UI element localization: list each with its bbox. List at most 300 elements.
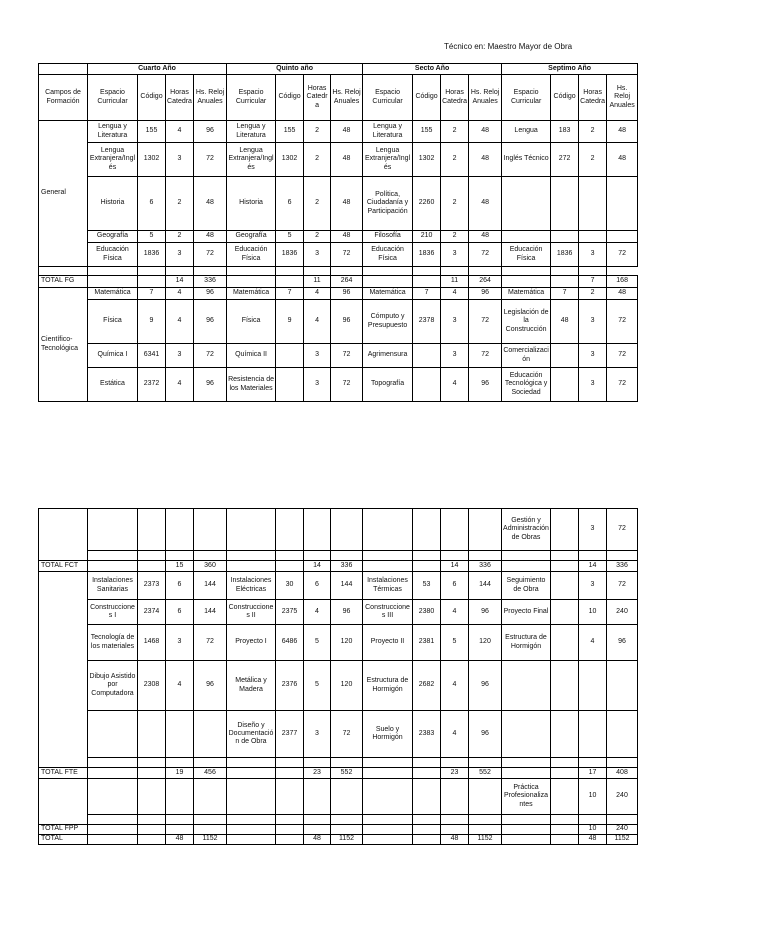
anuales-cell [469, 551, 502, 561]
horas-cell: 3 [304, 344, 331, 368]
table-row [39, 600, 638, 625]
horas-cell: 48 [441, 835, 469, 845]
espacio-cell: Proyecto I [227, 625, 276, 661]
codigo-cell [413, 368, 441, 402]
codigo-cell: 1302 [276, 143, 304, 177]
espacio-cell: Política, Ciudadanía y Participación [363, 177, 413, 231]
anuales-cell: 336 [331, 561, 363, 572]
espacio-cell [502, 711, 551, 758]
espacio-cell [502, 835, 551, 845]
horas-cell [276, 267, 304, 276]
horas-cell [166, 509, 194, 551]
anuales-cell: 552 [331, 768, 363, 779]
anuales-cell [194, 815, 227, 825]
anuales-cell: 48 [607, 143, 638, 177]
horas-cell: 4 [441, 661, 469, 711]
espacio-cell [363, 509, 413, 551]
anuales-cell: 96 [194, 121, 227, 143]
codigo-header: Código [413, 75, 441, 121]
codigo-cell [276, 815, 304, 825]
espacio-cell [194, 267, 227, 276]
codigo-cell: 5 [138, 231, 166, 243]
espacio-cell [502, 758, 551, 768]
horas-cell: 3 [166, 143, 194, 177]
anuales-cell: 48 [331, 143, 363, 177]
codigo-cell [502, 267, 551, 276]
espacio-cell: Matemática [363, 288, 413, 300]
codigo-cell [413, 509, 441, 551]
espacio-cell: Comercialización [502, 344, 551, 368]
anuales-cell: 456 [194, 768, 227, 779]
codigo-cell [138, 835, 166, 845]
espacio-cell [88, 779, 138, 815]
horas-cell: 14 [441, 561, 469, 572]
espacio-cell: Educación Física [502, 243, 551, 267]
horas-cell [138, 267, 166, 276]
anuales-cell [607, 551, 638, 561]
anuales-cell [194, 551, 227, 561]
column-header-row [39, 75, 638, 121]
espacio-cell [39, 267, 88, 276]
anuales-cell: 96 [469, 711, 502, 758]
campo-formacion: General [39, 121, 88, 267]
horas-cell: 14 [579, 561, 607, 572]
anuales-cell [194, 509, 227, 551]
table-row [39, 509, 638, 551]
anuales-cell: 72 [194, 143, 227, 177]
anuales-cell [304, 267, 331, 276]
horas-cell: 4 [441, 288, 469, 300]
codigo-cell: 2381 [413, 625, 441, 661]
espacio-header: Espacio Curricular [227, 75, 276, 121]
codigo-cell: 2376 [276, 661, 304, 711]
espacio-cell: Educación Física [363, 243, 413, 267]
espacio-cell: Práctica Profesionalizantes [502, 779, 551, 815]
horas-cell: 17 [579, 768, 607, 779]
anuales-cell [331, 758, 363, 768]
espacio-cell: Lengua y Literatura [227, 121, 276, 143]
horas-cell: 48 [166, 835, 194, 845]
anuales-header: Hs. Reloj Anuales [194, 75, 227, 121]
anuales-cell: 96 [194, 368, 227, 402]
espacio-cell [88, 711, 138, 758]
anuales-cell [331, 509, 363, 551]
anuales-cell: 96 [331, 600, 363, 625]
table-row [39, 572, 638, 600]
espacio-cell: Lengua Extranjera/Inglés [88, 143, 138, 177]
codigo-cell [88, 267, 138, 276]
codigo-cell: 2682 [413, 661, 441, 711]
horas-cell: 6 [441, 572, 469, 600]
anuales-cell: 336 [194, 276, 227, 288]
horas-cell: 4 [304, 300, 331, 344]
espacio-cell: Lengua [502, 121, 551, 143]
anuales-cell: 1152 [607, 835, 638, 845]
total-row [39, 561, 638, 572]
anuales-cell [331, 815, 363, 825]
anuales-header: Hs. Reloj Anuales [469, 75, 502, 121]
codigo-cell [551, 835, 579, 845]
codigo-header: Código [138, 75, 166, 121]
espacio-cell: Estructura de Hormigón [363, 661, 413, 711]
espacio-cell: Proyecto Final [502, 600, 551, 625]
codigo-cell [551, 711, 579, 758]
espacio-cell [227, 551, 276, 561]
espacio-cell: Resistencia de los Materiales [227, 368, 276, 402]
anuales-cell: 72 [331, 368, 363, 402]
espacio-cell: Física [88, 300, 138, 344]
horas-cell: 11 [441, 276, 469, 288]
codigo-cell: 2374 [138, 600, 166, 625]
espacio-cell: Suelo y Hormigón [363, 711, 413, 758]
espacio-cell [88, 815, 138, 825]
total-label: TOTAL FCT [39, 561, 88, 572]
espacio-cell [363, 779, 413, 815]
horas-cell: 6 [304, 572, 331, 600]
horas-cell [579, 815, 607, 825]
espacio-cell: Agrimensura [363, 344, 413, 368]
horas-cell: 5 [304, 625, 331, 661]
horas-cell: 4 [166, 368, 194, 402]
horas-cell: 4 [166, 661, 194, 711]
codigo-cell: 1836 [138, 243, 166, 267]
anuales-cell [166, 267, 194, 276]
anuales-cell [469, 509, 502, 551]
espacio-cell [502, 231, 551, 243]
codigo-cell [413, 561, 441, 572]
espacio-cell [88, 825, 138, 835]
horas-cell [441, 779, 469, 815]
codigo-cell: 272 [551, 143, 579, 177]
curriculum-table-part-1 [38, 63, 638, 402]
anuales-cell: 72 [469, 344, 502, 368]
codigo-cell: 2378 [413, 300, 441, 344]
anuales-cell: 48 [607, 121, 638, 143]
espacio-cell [363, 561, 413, 572]
horas-cell [166, 711, 194, 758]
horas-cell [579, 711, 607, 758]
espacio-cell: Estructura de Hormigón [502, 625, 551, 661]
anuales-cell: 264 [331, 276, 363, 288]
horas-cell: 4 [166, 121, 194, 143]
table-row [39, 243, 638, 267]
anuales-cell [469, 825, 502, 835]
horas-header: Horas Catedra [304, 75, 331, 121]
espacio-cell: Dibujo Asistido por Computadora [88, 661, 138, 711]
anuales-cell [607, 177, 638, 231]
espacio-cell [502, 561, 551, 572]
table-row [39, 344, 638, 368]
horas-cell: 14 [166, 276, 194, 288]
espacio-cell: Tecnología de los materiales [88, 625, 138, 661]
anuales-cell: 96 [469, 600, 502, 625]
anuales-cell: 48 [607, 288, 638, 300]
anuales-cell: 120 [331, 661, 363, 711]
espacio-cell: Gestión y Administración de Obras [502, 509, 551, 551]
espacio-cell [227, 835, 276, 845]
anuales-cell: 96 [331, 300, 363, 344]
espacio-cell: Física [227, 300, 276, 344]
espacio-cell [88, 561, 138, 572]
horas-cell [304, 509, 331, 551]
espacio-cell: Proyecto II [363, 625, 413, 661]
anuales-cell: 48 [194, 177, 227, 231]
horas-cell [579, 231, 607, 243]
espacio-cell: Lengua Extranjera/Inglés [227, 143, 276, 177]
anuales-cell: 72 [607, 243, 638, 267]
espacio-cell [502, 276, 551, 288]
anuales-cell [441, 267, 469, 276]
anuales-cell: 144 [194, 600, 227, 625]
espacio-cell [227, 276, 276, 288]
espacio-cell: Construcciones I [88, 600, 138, 625]
anuales-cell: 240 [607, 825, 638, 835]
horas-cell: 10 [579, 779, 607, 815]
horas-cell: 2 [579, 143, 607, 177]
codigo-cell [551, 561, 579, 572]
anuales-cell: 1152 [331, 835, 363, 845]
espacio-cell: Historia [227, 177, 276, 231]
codigo-cell: 155 [138, 121, 166, 143]
espacio-cell: Matemática [227, 288, 276, 300]
codigo-cell [276, 825, 304, 835]
horas-cell: 2 [579, 121, 607, 143]
anuales-cell [331, 551, 363, 561]
espacio-cell [502, 815, 551, 825]
year-header-row [39, 64, 638, 75]
anuales-cell [194, 711, 227, 758]
codigo-cell [413, 276, 441, 288]
espacio-cell: Inglés Técnico [502, 143, 551, 177]
espacio-cell [502, 551, 551, 561]
table-row [39, 121, 638, 143]
horas-cell: 3 [441, 300, 469, 344]
horas-cell: 6 [166, 600, 194, 625]
horas-cell: 2 [304, 143, 331, 177]
anuales-cell: 552 [469, 768, 502, 779]
codigo-cell: 2377 [276, 711, 304, 758]
campo-formacion: Científico-Tecnológica [39, 288, 88, 402]
table-row [39, 231, 638, 243]
anuales-cell: 96 [607, 625, 638, 661]
codigo-cell [363, 267, 413, 276]
codigo-cell: 155 [413, 121, 441, 143]
table-row [39, 368, 638, 402]
codigo-cell [551, 825, 579, 835]
codigo-cell: 2380 [413, 600, 441, 625]
horas-cell [413, 267, 441, 276]
horas-cell: 2 [166, 177, 194, 231]
espacio-cell [227, 768, 276, 779]
codigo-cell [551, 509, 579, 551]
codigo-cell [276, 779, 304, 815]
anuales-cell: 72 [607, 344, 638, 368]
horas-cell [304, 758, 331, 768]
anuales-cell: 1152 [469, 835, 502, 845]
anuales-cell: 72 [607, 572, 638, 600]
year-header: Septimo Año [502, 64, 638, 75]
espacio-cell: Estática [88, 368, 138, 402]
horas-cell [441, 509, 469, 551]
codigo-cell [413, 815, 441, 825]
codigo-cell: 2260 [413, 177, 441, 231]
espacio-cell [227, 825, 276, 835]
espacio-cell [227, 758, 276, 768]
horas-cell: 2 [166, 231, 194, 243]
codigo-cell [276, 768, 304, 779]
total-row [39, 768, 638, 779]
codigo-cell: 2373 [138, 572, 166, 600]
anuales-cell [607, 661, 638, 711]
anuales-cell: 336 [607, 561, 638, 572]
codigo-cell: 1836 [413, 243, 441, 267]
anuales-cell: 408 [607, 768, 638, 779]
codigo-cell: 1836 [276, 243, 304, 267]
espacio-cell: Historia [88, 177, 138, 231]
espacio-cell [502, 661, 551, 711]
espacio-cell [227, 561, 276, 572]
codigo-cell [551, 231, 579, 243]
table-row [39, 288, 638, 300]
codigo-cell: 30 [276, 572, 304, 600]
anuales-cell: 144 [469, 572, 502, 600]
codigo-cell [413, 758, 441, 768]
horas-header: Horas Catedra [441, 75, 469, 121]
espacio-cell: Educación Física [88, 243, 138, 267]
anuales-cell: 336 [469, 561, 502, 572]
codigo-cell: 7 [551, 288, 579, 300]
horas-cell: 4 [304, 288, 331, 300]
table-row [39, 551, 638, 561]
horas-cell: 3 [166, 344, 194, 368]
horas-cell: 3 [579, 300, 607, 344]
codigo-cell [138, 825, 166, 835]
horas-cell: 4 [579, 625, 607, 661]
campo-formacion [39, 509, 88, 561]
codigo-cell [276, 368, 304, 402]
codigo-cell [413, 825, 441, 835]
anuales-cell [579, 267, 607, 276]
espacio-cell [363, 835, 413, 845]
codigo-cell: 6 [276, 177, 304, 231]
espacio-cell: Diseño y Documentación de Obra [227, 711, 276, 758]
espacio-cell [469, 267, 502, 276]
codigo-cell [551, 177, 579, 231]
codigo-cell [138, 551, 166, 561]
anuales-cell: 96 [331, 288, 363, 300]
table-row [39, 779, 638, 815]
codigo-cell: 2372 [138, 368, 166, 402]
codigo-cell: 48 [551, 300, 579, 344]
espacio-cell [88, 509, 138, 551]
horas-cell: 4 [166, 288, 194, 300]
anuales-header: Hs. Reloj Anuales [331, 75, 363, 121]
campo-formacion [39, 779, 88, 825]
header-blank [39, 64, 88, 75]
espacio-cell: Instalaciones Térmicas [363, 572, 413, 600]
total-row [39, 276, 638, 288]
codigo-cell: 7 [413, 288, 441, 300]
espacio-cell [227, 815, 276, 825]
anuales-cell [331, 825, 363, 835]
anuales-cell: 96 [194, 288, 227, 300]
table-row [39, 625, 638, 661]
horas-cell [441, 825, 469, 835]
table-row [39, 300, 638, 344]
anuales-cell: 360 [194, 561, 227, 572]
horas-cell: 3 [441, 243, 469, 267]
anuales-cell [331, 779, 363, 815]
horas-cell: 11 [304, 276, 331, 288]
horas-cell: 5 [304, 661, 331, 711]
espacio-cell: Construcciones III [363, 600, 413, 625]
codigo-cell: 2383 [413, 711, 441, 758]
horas-cell [166, 815, 194, 825]
anuales-cell [607, 815, 638, 825]
campos-header: Campos de Formación [39, 75, 88, 121]
anuales-cell [607, 231, 638, 243]
horas-cell [166, 758, 194, 768]
codigo-cell [551, 600, 579, 625]
anuales-cell: 96 [194, 300, 227, 344]
horas-cell: 3 [304, 243, 331, 267]
anuales-cell: 96 [194, 661, 227, 711]
espacio-cell [363, 551, 413, 561]
codigo-cell [276, 276, 304, 288]
horas-cell [441, 551, 469, 561]
horas-cell: 2 [579, 288, 607, 300]
codigo-cell: 7 [138, 288, 166, 300]
codigo-cell [551, 758, 579, 768]
codigo-cell: 2375 [276, 600, 304, 625]
espacio-cell: Instalaciones Eléctricas [227, 572, 276, 600]
horas-cell: 3 [579, 509, 607, 551]
espacio-cell [502, 825, 551, 835]
anuales-cell: 72 [607, 368, 638, 402]
codigo-cell [138, 509, 166, 551]
horas-cell: 3 [579, 368, 607, 402]
anuales-cell [194, 758, 227, 768]
espacio-cell: Química II [227, 344, 276, 368]
horas-cell [304, 779, 331, 815]
codigo-cell: 7 [276, 288, 304, 300]
table-row [39, 758, 638, 768]
anuales-cell: 72 [331, 344, 363, 368]
codigo-cell: 210 [413, 231, 441, 243]
codigo-cell [276, 509, 304, 551]
horas-cell: 3 [166, 625, 194, 661]
espacio-cell [363, 758, 413, 768]
espacio-cell: Instalaciones Sanitarias [88, 572, 138, 600]
horas-cell: 3 [579, 243, 607, 267]
anuales-cell: 120 [469, 625, 502, 661]
horas-cell: 4 [441, 711, 469, 758]
codigo-cell [551, 572, 579, 600]
espacio-cell: Matemática [502, 288, 551, 300]
codigo-cell [276, 758, 304, 768]
espacio-header: Espacio Curricular [502, 75, 551, 121]
horas-cell [304, 551, 331, 561]
horas-cell: 19 [166, 768, 194, 779]
codigo-cell: 53 [413, 572, 441, 600]
horas-cell: 23 [304, 768, 331, 779]
codigo-cell [551, 368, 579, 402]
espacio-cell: Lengua Extranjera/Inglés [363, 143, 413, 177]
horas-cell: 2 [441, 231, 469, 243]
horas-cell: 7 [579, 276, 607, 288]
espacio-cell [331, 267, 363, 276]
anuales-cell: 264 [469, 276, 502, 288]
